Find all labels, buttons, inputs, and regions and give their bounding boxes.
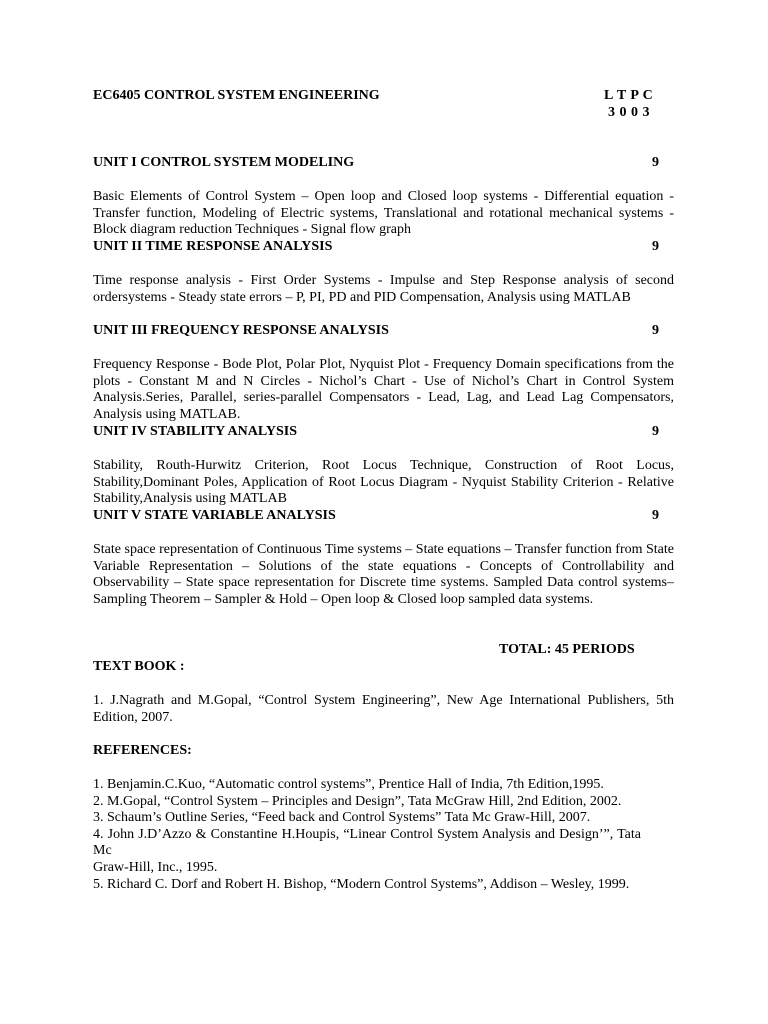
reference-item-3: 3. Schaum’s Outline Series, “Feed back and Control Systems” Tata Mc Graw-Hill, 2007. [93,810,591,826]
references-heading: REFERENCES: [93,743,192,758]
unit-1-title: UNIT I CONTROL SYSTEM MODELING [93,155,355,170]
references-list [93,777,674,893]
unit-3-content: Frequency Response - Bode Plot, Polar Plot, Nyquist Plot - Frequency Domain specifications from the plots - Constant M and N Circles - Nichol’s Chart - Use of Nichol’s Chart in Control System Analysis.Series, Parallel, series-parallel Compensators - Lead, Lag, and Lead Lag Compensators, Analysis using MATLAB. [93,357,674,422]
reference-item-5: 5. Richard C. Dorf and Robert H. Bishop, “Modern Control Systems”, Addison – Wesley, 1999. [93,876,630,892]
total-periods: TOTAL: 45 PERIODS [499,642,635,657]
unit-2-hours: 9 [652,239,659,254]
reference-item-2: 2. M.Gopal, “Control System – Principles and Design”, Tata McGraw Hill, 2nd Edition, 2002. [93,793,622,809]
unit-2-heading [93,239,659,256]
unit-4-heading [93,424,659,441]
ltpc-values: 3 0 0 3 [608,105,650,120]
unit-4-content: Stability, Routh-Hurwitz Criterion, Root Locus Technique, Construction of Root Locus, Stability,Dominant Poles, Application of Root Locus Diagram - Nyquist Stability Criterion - Relative Stability,Analysis using MATLAB [93,458,674,507]
unit-5-heading [93,508,659,525]
reference-item-4: 4. John J.D’Azzo & Constantine H.Houpis, “Linear Control System Analysis and Design’”, Tata Mc [93,826,641,859]
reference-item-4-continued: Graw-Hill, Inc., 1995. [93,859,218,875]
course-title: EC6405 CONTROL SYSTEM ENGINEERING [93,88,380,103]
reference-item-1: 1. Benjamin.C.Kuo, “Automatic control systems”, Prentice Hall of India, 7th Edition,1995. [93,777,604,792]
unit-3-hours: 9 [652,323,659,338]
unit-1-heading [93,155,659,172]
unit-3-heading [93,323,659,340]
text-book-heading: TEXT BOOK : [93,659,185,674]
unit-4-title: UNIT IV STABILITY ANALYSIS [93,424,297,439]
ltpc-label: L T P C [604,88,654,103]
unit-1-hours: 9 [652,155,659,170]
unit-5-title: UNIT V STATE VARIABLE ANALYSIS [93,508,336,523]
unit-2-content: Time response analysis - First Order Systems - Impulse and Step Response analysis of second ordersystems - Steady state errors – P, PI, PD and PID Compensation, Analysis using MATLAB [93,273,674,305]
unit-2-title: UNIT II TIME RESPONSE ANALYSIS [93,239,333,254]
unit-5-hours: 9 [652,508,659,523]
unit-1-content: Basic Elements of Control System – Open loop and Closed loop systems - Differential equation -Transfer function, Modeling of Electric systems, Translational and rotational mechanical systems -Block diagram reduction Techniques - Signal flow graph [93,189,674,238]
unit-3-title: UNIT III FREQUENCY RESPONSE ANALYSIS [93,323,389,338]
unit-5-content: State space representation of Continuous Time systems – State equations – Transfer function from State Variable Representation – Solutions of the state equations - Concepts of Controllability and Observability – State space representation for Discrete time systems. Sampled Data control systems– Sampling Theorem – Sampler & Hold – Open loop & Closed loop sampled data systems. [93,542,674,607]
unit-4-hours: 9 [652,424,659,439]
text-book-item-1: 1. J.Nagrath and M.Gopal, “Control System Engineering”, New Age International Publishers, 5th Edition, 2007. [93,693,674,725]
